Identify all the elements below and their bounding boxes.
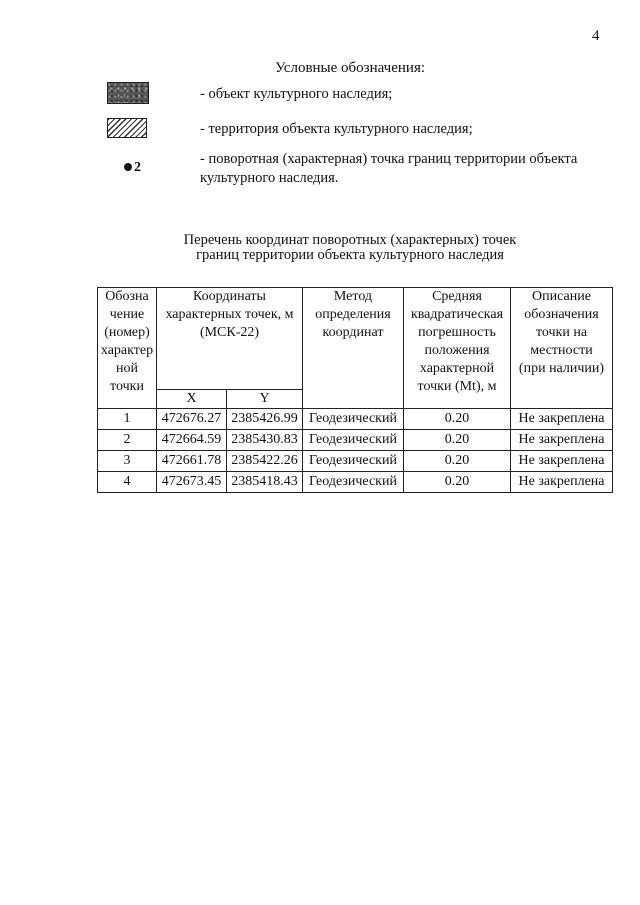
hatch-fill-icon — [107, 118, 147, 138]
legend-title: Условные обозначения: — [274, 60, 426, 76]
coordinates-table — [97, 287, 613, 493]
point-marker — [124, 160, 141, 176]
legend-item-heritage-territory: - территория объекта культурного наследия; — [200, 121, 473, 137]
table-row — [98, 451, 613, 472]
cell-error: 0.20 — [404, 451, 511, 472]
table-row — [98, 430, 613, 451]
cell-method: Геодезический — [303, 430, 404, 451]
cell-x: 472664.59 — [157, 430, 227, 451]
table-header-row — [98, 288, 613, 390]
dark-fill-icon — [107, 82, 149, 104]
cell-x: 472661.78 — [157, 451, 227, 472]
header-x: X — [157, 390, 227, 409]
cell-method: Геодезический — [303, 409, 404, 430]
point-marker-icon — [124, 163, 132, 171]
header-error: Средняя квадратическая погрешность положения характерной точки (Mt), м — [404, 288, 511, 409]
header-y: Y — [227, 390, 303, 409]
cell-number: 1 — [98, 409, 157, 430]
cell-number: 3 — [98, 451, 157, 472]
table-row — [98, 409, 613, 430]
cell-y: 2385422.26 — [227, 451, 303, 472]
table-row — [98, 472, 613, 493]
cell-description: Не закреплена — [511, 409, 613, 430]
header-designation: Обозна чение (номер) характер ной точки — [98, 288, 157, 409]
page-number: 4 — [592, 28, 600, 44]
cell-error: 0.20 — [404, 430, 511, 451]
cell-description: Не закреплена — [511, 472, 613, 493]
header-method: Метод определения координат — [303, 288, 404, 409]
cell-number: 4 — [98, 472, 157, 493]
header-description: Описание обозначения точки на местности (при наличии) — [511, 288, 613, 409]
cell-x: 472673.45 — [157, 472, 227, 493]
cell-description: Не закреплена — [511, 430, 613, 451]
legend-item-heritage-object: - объект культурного наследия; — [200, 86, 393, 102]
cell-y: 2385426.99 — [227, 409, 303, 430]
cell-x: 472676.27 — [157, 409, 227, 430]
point-marker-label: 2 — [134, 160, 141, 175]
list-title-line-2: границ территории объекта культурного наследия — [196, 247, 504, 263]
cell-error: 0.20 — [404, 409, 511, 430]
cell-method: Геодезический — [303, 472, 404, 493]
cell-method: Геодезический — [303, 451, 404, 472]
cell-y: 2385430.83 — [227, 430, 303, 451]
cell-description: Не закреплена — [511, 451, 613, 472]
header-coordinates: Координаты характерных точек, м (МСК-22) — [157, 288, 303, 390]
cell-error: 0.20 — [404, 472, 511, 493]
list-title — [0, 233, 640, 263]
cell-number: 2 — [98, 430, 157, 451]
cell-y: 2385418.43 — [227, 472, 303, 493]
legend-item-turning-point: - поворотная (характерная) точка границ территории объекта культурного наследия. — [200, 151, 578, 186]
list-title-line-1: Перечень координат поворотных (характерных) точек — [183, 232, 517, 248]
